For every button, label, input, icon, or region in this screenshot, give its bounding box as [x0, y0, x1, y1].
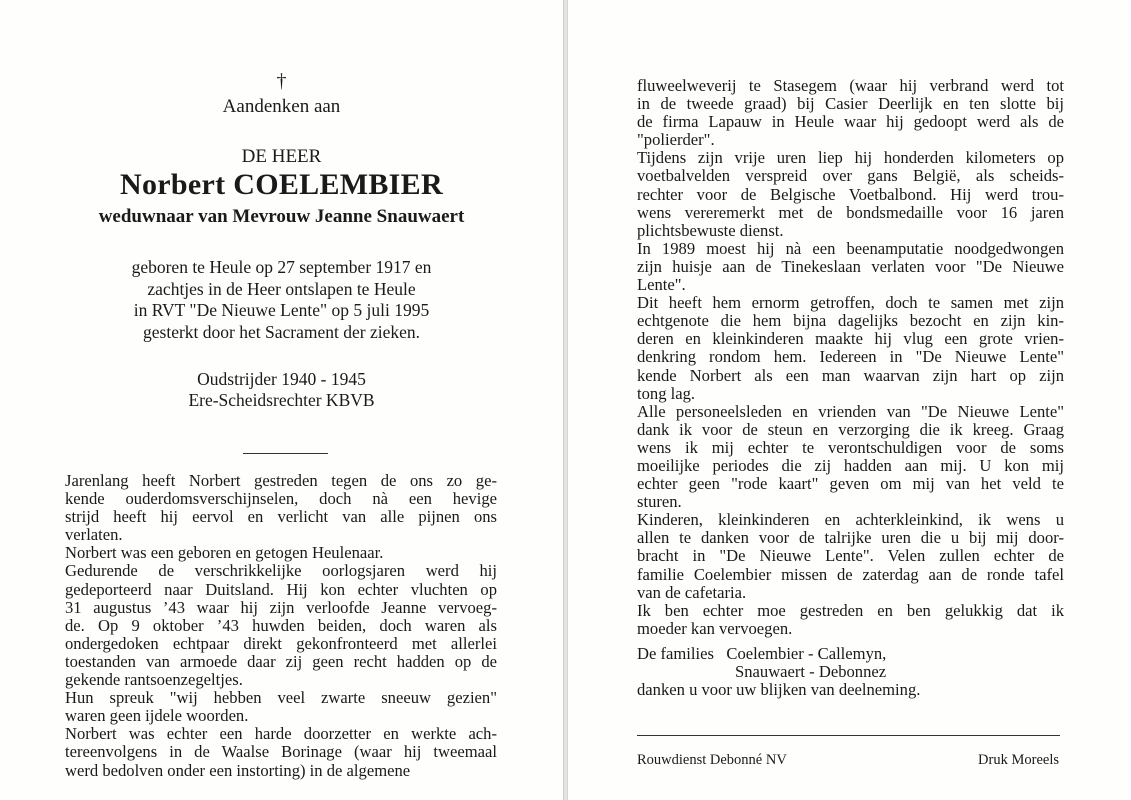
footer-divider — [637, 735, 1060, 736]
family-name: Coelembier - Callemyn, — [726, 644, 887, 663]
text-line: wens vereremerkt met de bondsmedaille voor 16 jaren — [637, 202, 1064, 222]
text-line: moeder kan vervoegen. — [637, 618, 793, 638]
text-line: echter geen "rode kaart" geven om mij van het veld te — [637, 474, 1064, 494]
family-name: Snauwaert - Debonnez — [735, 662, 887, 682]
remembrance-heading: Aandenken aan — [222, 96, 341, 117]
cross-icon: † — [276, 70, 287, 92]
left-page — [0, 0, 563, 800]
widower-line: weduwnaar van Mevrouw Jeanne Snauwaert — [98, 206, 465, 227]
text-line: Ik ben echter moe gestreden en ben gelukkig dat ik — [637, 600, 1064, 620]
text-line: voetbalvelden verspreid over gans België, als scheids- — [637, 166, 1064, 186]
text-line: tereenvolgens in de Waalse Borinage (waar hij tweemaal — [65, 742, 497, 762]
right-page — [568, 0, 1131, 800]
text-line: werd bedolven onder een instorting) in de algemene — [65, 760, 411, 780]
text-line: bracht in "De Nieuwe Lente". Velen zullen echter de — [637, 546, 1064, 566]
text-line: Gedurende de verschrikkelijke oorlogsjaren werd hij — [65, 561, 497, 581]
honors — [0, 369, 563, 411]
text-line: Hun spreuk "wij hebben veel zwarte sneeuw gezien" — [65, 688, 497, 708]
text-line: Kinderen, kleinkinderen en achterkleinkind, ik wens u — [637, 510, 1064, 530]
life-line: zachtjes in de Heer ontslapen te Heule — [147, 278, 416, 299]
text-line: in de tweede graad) bij Casier Deerlijk en ten slotte bij — [637, 94, 1064, 114]
text-line: wens ik mij echter te verontschuldigen voor de soms — [637, 437, 1064, 457]
text-line: strijd heeft hij eervol en verlicht van alle pijnen ons — [65, 507, 497, 527]
text-line: familie Coelembier missen de zaterdag aan de ronde tafel — [637, 564, 1064, 584]
text-line: rechter voor de Belgische Voetbalbond. Hij werd trou- — [637, 184, 1064, 204]
deceased-name: Norbert COELEMBIER — [120, 168, 443, 201]
text-line: fluweelweverij te Stasegem (waar hij verbrand werd tot — [637, 76, 1064, 95]
families-label: De families — [637, 644, 714, 663]
text-line: Tijdens zijn vrije uren liep hij honderden kilometers op — [637, 148, 1064, 168]
honor-line: Oudstrijder 1940 - 1945 — [197, 369, 366, 389]
text-line: dank ik voor de steun en verzorging die ik kreeg. Graag — [637, 419, 1064, 439]
life-line: gesterkt door het Sacrament der zieken. — [143, 322, 420, 343]
text-line: In 1989 moest hij nà een beenamputatie noodgedwongen — [637, 238, 1064, 258]
text-line: Alle personeelsleden en vrienden van "De Nieuwe Lente" — [637, 401, 1064, 421]
text-line: de firma Lapauw in Heule waar hij gedoopt werd als de — [637, 112, 1064, 132]
text-line: verlaten. — [65, 525, 123, 545]
text-line: denkring rondom hem. Iedereen in "De Nieuwe Lente" — [637, 347, 1064, 367]
life-line: in RVT "De Nieuwe Lente" op 5 juli 1995 — [133, 300, 430, 321]
biography-left — [65, 472, 497, 780]
thanks-line: danken u voor uw blijken van deelneming. — [637, 680, 921, 700]
text-line: Norbert was een geboren en getogen Heulenaar. — [65, 543, 384, 563]
text-line: allen te danken voor de talrijke uren die u bij mij door- — [637, 528, 1064, 548]
text-line: kende ouderdomsverschijnselen, doch nà een hevige — [65, 489, 497, 509]
text-line: ondergedoken echtpaar direkt gekonfronteerd met allerlei — [65, 633, 497, 653]
text-line: Norbert was echter een harde doorzetter en werkte ach- — [65, 724, 497, 744]
text-line: zijn huisje aan de Tinekeslaan verlaten voor "De Nieuwe — [637, 256, 1064, 276]
honor-line: Ere-Scheidsrechter KBVB — [188, 390, 375, 410]
text-line: "polierder". — [637, 130, 715, 150]
life-details — [0, 257, 563, 344]
text-line: deren en kleinkinderen maakte hij vlug een grote vrien- — [637, 329, 1064, 349]
honorific: DE HEER — [241, 146, 322, 167]
text-line: tong lag. — [637, 383, 696, 403]
divider — [243, 453, 328, 454]
text-line: 31 augustus ’43 waar hij zijn verloofde Jeanne vervoeg- — [65, 597, 497, 617]
text-line: Jarenlang heeft Norbert gestreden tegen de ons zo ge- — [65, 471, 497, 490]
text-line: echtgenote die hem bijna dagelijks bezocht en zijn kin- — [637, 311, 1064, 331]
biography-right — [637, 77, 1064, 638]
text-line: waren geen ijdele woorden. — [65, 706, 249, 726]
funeral-service: Rouwdienst Debonné NV — [637, 752, 787, 768]
life-line: geboren te Heule op 27 september 1917 en — [131, 257, 432, 277]
text-line: Dit heeft hem ernorm getroffen, doch te samen met zijn — [637, 293, 1064, 313]
text-line: moeilijke periodes die zij hadden aan mij. U kon mij — [637, 455, 1064, 475]
printer: Druk Moreels — [978, 752, 1059, 768]
text-line: toestanden van armoede daar zij geen recht hadden op de — [65, 651, 497, 671]
text-line: gekende rantsoenzegeltjes. — [65, 670, 243, 690]
families-signature — [637, 645, 1067, 699]
text-line: de. Op 9 oktober ’43 huwden beiden, doch waren als — [65, 615, 497, 635]
families-line-1 — [637, 645, 1067, 663]
text-line: gedeporteerd naar Duitsland. Hij kon echter vluchten op — [65, 579, 497, 599]
text-line: kende Norbert als een man waarvan zijn hart op zijn — [637, 365, 1064, 385]
text-line: plichtsbewuste dienst. — [637, 220, 784, 240]
text-line: sturen. — [637, 492, 682, 512]
text-line: van de cafetaria. — [637, 582, 747, 602]
text-line: Lente". — [637, 275, 686, 295]
